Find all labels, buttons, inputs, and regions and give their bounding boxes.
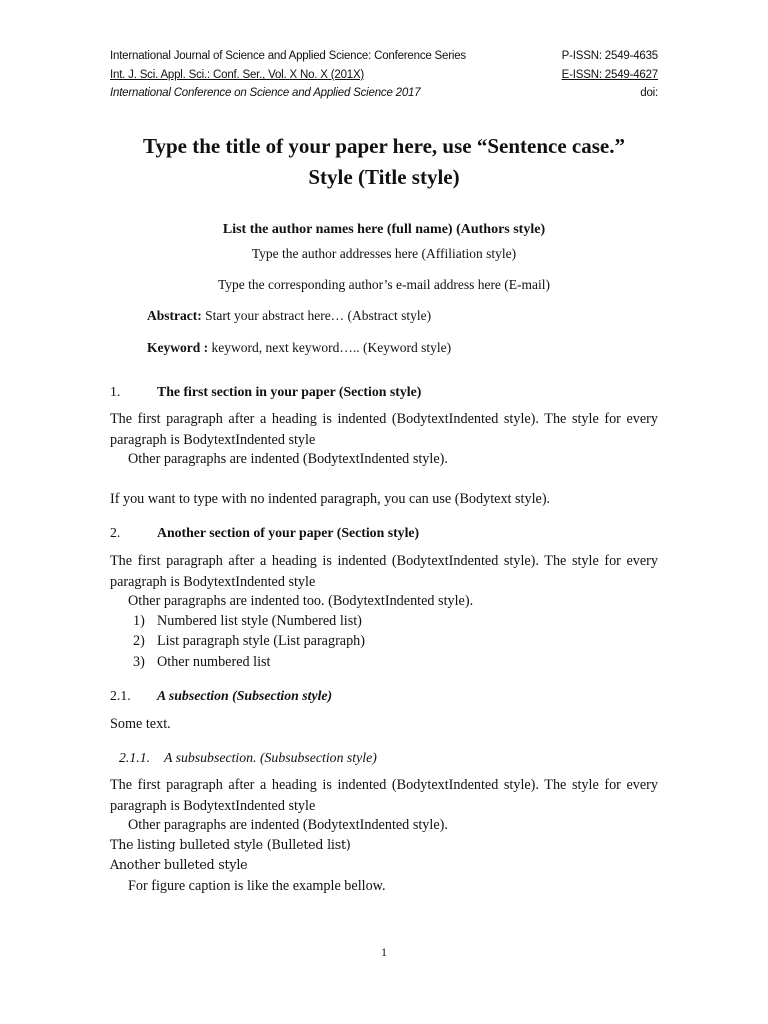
list-item-3: Other numbered list [157, 654, 271, 670]
subsubsection-number: 2.1.1. [119, 750, 151, 765]
abstract-text: Start your abstract here… (Abstract style) [201, 308, 432, 323]
eissn: E-ISSN: 2549-4627 [561, 69, 658, 81]
page-number: 1 [381, 945, 387, 959]
doi: doi: [640, 87, 658, 99]
keyword-text: keyword, next keyword….. (Keyword style) [208, 340, 452, 355]
subsubsection-paragraph-2: Other paragraphs are indented (BodytextIndented style). [128, 817, 448, 833]
bulleted-item-2: Another bulleted style [110, 857, 248, 872]
list-item-1: Numbered list style (Numbered list) [157, 613, 362, 629]
subsubsection-paragraph-1: The first paragraph after a heading is indented (BodytextIndented style). The style for every paragraph is BodytextIndented style [110, 777, 658, 814]
section-1-paragraph-1: The first paragraph after a heading is indented (BodytextIndented style). The style for every paragraph is BodytextIndented style [110, 411, 658, 448]
author-names: List the author names here (full name) (Authors style) [222, 222, 546, 237]
abstract [147, 308, 431, 324]
subsection-number: 2.1. [110, 688, 131, 703]
section-2-paragraph-1: The first paragraph after a heading is indented (BodytextIndented style). The style for every paragraph is BodytextIndented style [110, 553, 658, 590]
journal-name: International Journal of Science and Applied Science: Conference Series [110, 50, 466, 62]
subsubsection-heading: A subsubsection. (Subsubsection style) [164, 750, 377, 765]
pissn: P-ISSN: 2549-4635 [561, 50, 658, 62]
subsection-heading: A subsection (Subsection style) [157, 688, 333, 703]
subsubsection-paragraph-3: For figure caption is like the example bellow. [128, 878, 386, 894]
bulleted-item-1: The listing bulleted style (Bulleted list) [110, 837, 351, 852]
section-1-number: 1. [110, 384, 121, 399]
paper-title-line-1: Type the title of your paper here, use “Sentence case.” [143, 134, 625, 158]
corresponding-email: Type the corresponding author’s e-mail address here (E-mail) [217, 277, 551, 292]
section-1-paragraph-3: If you want to type with no indented paragraph, you can use (Bodytext style). [110, 491, 551, 507]
keywords [147, 340, 451, 356]
journal-citation: Int. J. Sci. Appl. Sci.: Conf. Ser., Vol. X No. X (201X) [110, 69, 365, 81]
section-2-number: 2. [110, 525, 121, 540]
paper-title [0, 131, 768, 193]
subsection-text: Some text. [110, 716, 171, 732]
list-number-2: 2) [133, 633, 145, 649]
section-2-heading: Another section of your paper (Section style) [157, 525, 420, 540]
list-item-2: List paragraph style (List paragraph) [157, 633, 366, 649]
keyword-label: Keyword : [147, 340, 209, 355]
conference-name: International Conference on Science and Applied Science 2017 [110, 87, 421, 99]
paper-title-line-2: Style (Title style) [308, 165, 460, 189]
section-2-paragraph-2: Other paragraphs are indented too. (BodytextIndented style). [128, 593, 474, 609]
abstract-label: Abstract: [147, 308, 202, 323]
section-1-paragraph-2: Other paragraphs are indented (BodytextIndented style). [128, 451, 448, 467]
list-number-3: 3) [133, 654, 145, 670]
list-number-1: 1) [133, 613, 145, 629]
affiliation: Type the author addresses here (Affiliation style) [251, 246, 517, 261]
section-1-heading: The first section in your paper (Section style) [157, 384, 422, 399]
